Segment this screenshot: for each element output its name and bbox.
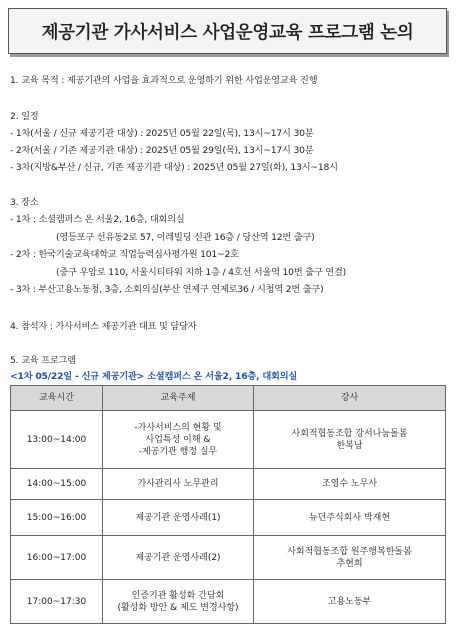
- cell-time: 15:00~16:00: [11, 500, 103, 536]
- venue-item-1: - 1차 : 소셜캠퍼스 온 서울2, 16층, 대회의실: [10, 214, 185, 225]
- header-time: 교육시간: [11, 386, 103, 411]
- table-row: [11, 536, 446, 580]
- table-row: [11, 469, 446, 500]
- schedule-item-1: - 1차(서울 / 신규 제공기관 대상) : 2025년 05월 22일(목), 13시~17시 30분: [10, 128, 314, 139]
- cell-topic: 인증기관 활성화 간담회 (활성화 방안 & 제도 변경사항): [103, 580, 254, 624]
- cell-instructor: 사회적협동조합 원주행복한돌봄 추현희: [254, 536, 446, 580]
- cell-topic: -가사서비스의 현황 및 사업특성 이해 & -제공기관 행정 실무: [103, 411, 254, 469]
- cell-instructor: 조영수 노무사: [254, 469, 446, 500]
- schedule-item-2: - 2차(서울 / 기존 제공기관 대상) : 2025년 05월 29일(목), 13시~17시 30분: [10, 145, 314, 156]
- cell-instructor: 뉴던주식회사 박재현: [254, 500, 446, 536]
- cell-time: 16:00~17:00: [11, 536, 103, 580]
- cell-instructor: 사회적협동조합 강서나눔돌봄 한복남: [254, 411, 446, 469]
- program-table: [10, 385, 446, 624]
- cell-time: 14:00~15:00: [11, 469, 103, 500]
- cell-topic: 제공기관 운영사례(2): [103, 536, 254, 580]
- section-attendees: 4. 참석자 : 가사서비스 제공기관 대표 및 담당자: [10, 321, 197, 332]
- venue-item-2-address: (중구 우암로 110, 서울시티타워 지하 1층 / 4호선 서울역 10번 출구 연결): [56, 267, 347, 278]
- table-row: [11, 580, 446, 624]
- document-title: 제공기관 가사서비스 사업운영교육 프로그램 논의: [41, 22, 414, 43]
- header-topic: 교육주제: [103, 386, 254, 411]
- cell-topic: 제공기관 운영사례(1): [103, 500, 254, 536]
- header-instructor: 강사: [254, 386, 446, 411]
- table-row: [11, 411, 446, 469]
- schedule-item-3: - 3차(지방&부산 / 신규, 기존 제공기관 대상) : 2025년 05월 27일(화), 13시~18시: [10, 162, 338, 173]
- table-header-row: [11, 386, 446, 411]
- section-venue-heading: 3. 장소: [10, 197, 39, 208]
- section-program-heading: 5. 교육 프로그램: [10, 355, 76, 366]
- section-schedule-heading: 2. 일정: [10, 111, 39, 122]
- cell-topic: 가사관리사 노무관리: [103, 469, 254, 500]
- document-title-box: [8, 8, 447, 54]
- venue-item-2: - 2차 : 한국기술교육대학교 직업능력심사평가원 101~2호: [10, 249, 239, 260]
- cell-instructor: 고용노동부: [254, 580, 446, 624]
- cell-time: 17:00~17:30: [11, 580, 103, 624]
- program-subtitle: <1차 05/22일 - 신규 제공기관> 소셜캠퍼스 온 서울2, 16층, 대회의실: [10, 371, 298, 382]
- cell-time: 13:00~14:00: [11, 411, 103, 469]
- venue-item-3: - 3차 : 부산고용노동청, 3층, 소회의실(부산 연제구 연제로36 / 시청역 2번 출구): [10, 284, 324, 295]
- section-purpose: 1. 교육 목적 : 제공기관의 사업을 효과적으로 운영하기 위한 사업운영교육 진행: [10, 75, 318, 86]
- table-row: [11, 500, 446, 536]
- venue-item-1-address: (영등포구 선유동2로 57, 이레빌딩 신관 16층 / 당산역 12번 출구): [56, 232, 315, 243]
